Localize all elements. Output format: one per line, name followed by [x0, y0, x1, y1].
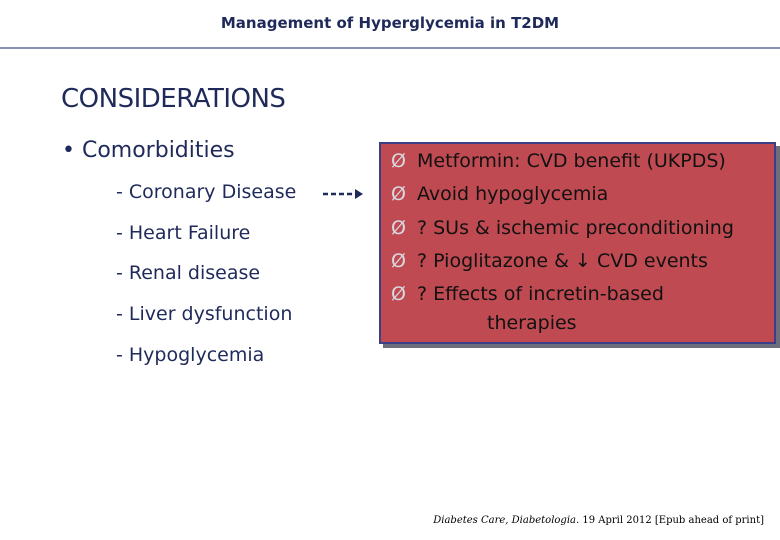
citation-date: 19 April 2012 [Epub ahead of print] — [582, 515, 764, 526]
box-item-avoid-hypoglycemia — [391, 183, 608, 205]
box-item-incretin — [391, 283, 664, 305]
header-title: Management of Hyperglycemia in T2DM — [220, 14, 560, 32]
box-item-text: ? Pioglitazone & ↓ CVD events — [417, 250, 708, 272]
sub-item-hypoglycemia: - Hypoglycemia — [116, 344, 265, 366]
header-divider — [0, 47, 780, 49]
bullet-arrow-icon: Ø — [391, 250, 406, 272]
sub-item-liver-dysfunction: - Liver dysfunction — [116, 303, 293, 325]
section-title: CONSIDERATIONS — [61, 84, 286, 114]
box-item-text: Metformin: CVD benefit (UKPDS) — [417, 150, 726, 172]
bullet-arrow-icon: Ø — [391, 150, 406, 172]
box-item-sus — [391, 217, 734, 239]
citation — [433, 515, 764, 526]
sub-item-coronary-disease: - Coronary Disease — [116, 181, 297, 203]
dashed-arrow-icon — [322, 186, 364, 202]
bullet-arrow-icon: Ø — [391, 283, 406, 305]
box-item-pioglitazone — [391, 250, 708, 272]
considerations-box — [379, 142, 776, 344]
box-item-text: Avoid hypoglycemia — [417, 183, 609, 205]
main-bullet: • Comorbidities — [62, 138, 235, 163]
bullet-arrow-icon: Ø — [391, 217, 406, 239]
box-item-metformin — [391, 150, 726, 172]
box-item-text: ? Effects of incretin-based — [417, 283, 664, 305]
sub-item-renal-disease: - Renal disease — [116, 262, 261, 284]
citation-journals: Diabetes Care, Diabetologia. — [433, 515, 580, 526]
bullet-arrow-icon: Ø — [391, 183, 406, 205]
box-item-continuation: therapies — [487, 312, 577, 334]
sub-item-heart-failure: - Heart Failure — [116, 222, 251, 244]
box-item-text: ? SUs & ischemic preconditioning — [417, 217, 734, 239]
